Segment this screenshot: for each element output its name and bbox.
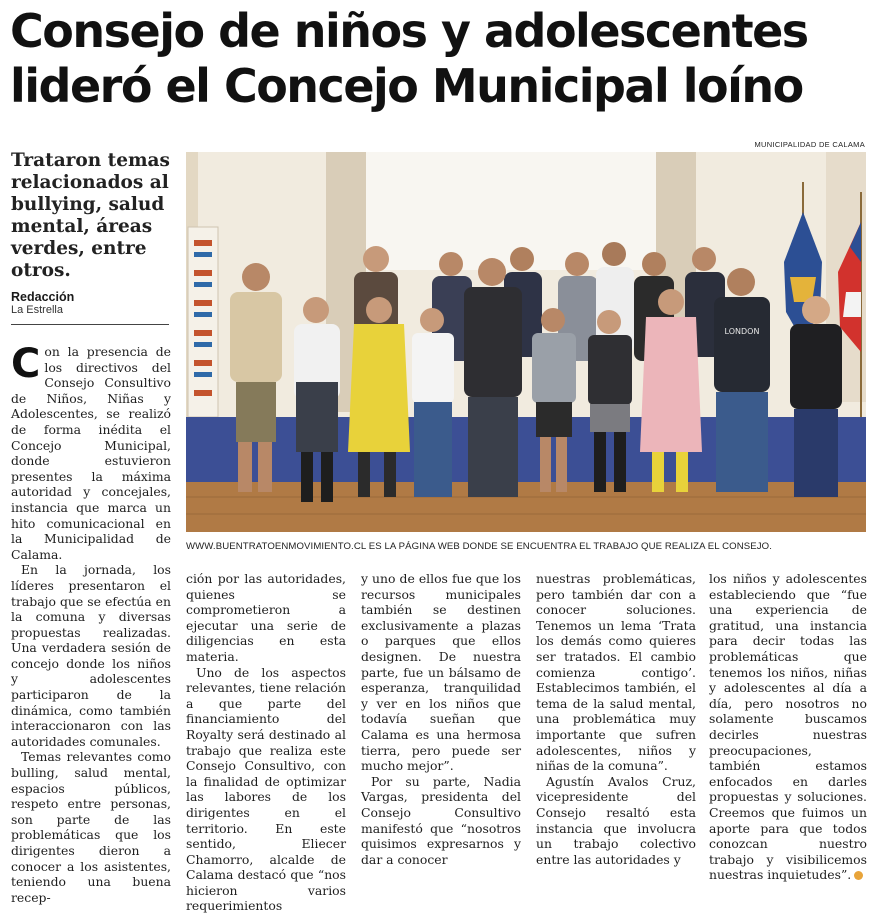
body-column-4: [536, 571, 696, 867]
paragraph-2: En la jornada, los líderes presentaron el trabajo que se efectúa en la comuna y diversas propuestas realizadas. Una verdadera sesión de concejo donde los niños y adolescentes participaron de la dinámica, como también interaccionaron con las autoridades comunales.: [11, 562, 171, 749]
photo-credit: MUNICIPALIDAD DE CALAMA: [754, 140, 865, 149]
paragraph-continued: [709, 571, 867, 883]
paragraph-1-text: on la presencia de los directivos del Consejo Consultivo de Niños, Niñas y Adolescentes, se realizó de forma inédita el Concejo Municipal, donde estuvieron presentes la máxima autoridad y concejales, instancia que marca un hito comunicacional en la Municipalidad de Calama.: [11, 344, 171, 562]
byline-author: Redacción: [11, 290, 75, 304]
headline-line-1: Consejo de niños y adolescentes: [10, 4, 808, 58]
end-mark-icon: [854, 871, 863, 880]
paragraph-text: los niños y adolescentes estableciendo que “fue una experiencia de gratitud, una instancia para decir todas las problemáticas que tenemos los niños, niñas y adolescentes al día a día, pero nosotros no solamente buscamos decirles nuestras preocupaciones, también estamos enfocados en darles propuestas y soluciones. Creemos que fuimos un aporte para que todos conozcan nuestro trabajo y visibilicemos nuestras inquietudes”.: [709, 571, 867, 883]
paragraph-1: [11, 341, 171, 562]
body-column-3: [361, 571, 521, 867]
sidebar: [11, 150, 171, 325]
paragraph: Agustín Avalos Cruz, vicepresidente del Consejo resaltó esta instancia que involucra un trabajo colectivo entre las autoridades y: [536, 773, 696, 867]
paragraph-continued: y uno de ellos fue que los recursos municipales también se destinen exclusivamente a plazas o parques que ellos designen. De nuestra parte, fue un bálsamo de esperanza, tranquilidad y ver en los niños que todavía sueñan que Calama es una hermosa tierra, pero puede ser mucho mejor”.: [361, 571, 521, 774]
headline-line-2: lideró el Concejo Municipal loíno: [10, 59, 803, 113]
headline: [10, 4, 870, 114]
drop-cap: C: [11, 341, 41, 387]
paragraph-continued: ción por las autoridades, quienes se comprometieron a ejecutar una serie de diligencias en esta materia.: [186, 571, 346, 664]
paragraph-3: Temas relevantes como bulling, salud mental, espacios públicos, respeto entre personas, son parte de las problemáticas que los dirigentes dieron a conocer a los asistentes, teniendo una buena recep-: [11, 749, 171, 905]
paragraph-continued: nuestras problemáticas, pero también dar con a conocer soluciones. Tenemos un lema ‘Trata los demás como quieres ser tratados. El cambio comienza contigo’. Establecimos también, el tema de la salud mental, una problemática muy importante que sufren adolescentes, niños y niñas de la comuna”.: [536, 571, 696, 774]
body-column-1: [11, 341, 171, 905]
body-column-2: [186, 571, 346, 914]
shirt-print: LONDON: [724, 327, 760, 336]
body-column-5: [709, 571, 867, 883]
subheadline: Trataron temas relacionados al bullying, salud mental, áreas verdes, entre otros.: [11, 150, 170, 281]
group-photo: [186, 152, 866, 532]
paragraph: Por su parte, Nadia Vargas, presidenta del Consejo Consultivo manifestó que “nosotros quisimos expresarnos y dar a conocer: [361, 773, 521, 867]
byline-publication: La Estrella: [11, 304, 63, 316]
paragraph: Uno de los aspectos relevantes, tiene relación a que parte del financiamiento del Royalty será destinado al trabajo que realiza este Consejo Consultivo, con la finalidad de optimizar las labores de los dirigentes en el territorio. En este sentido, Eliecer Chamorro, alcalde de Calama destacó que “nos hicieron varios requerimientos: [186, 664, 346, 914]
byline: [11, 290, 171, 316]
photo-caption: WWW.BUENTRATOENMOVIMIENTO.CL ES LA PÁGINA WEB DONDE SE ENCUENTRA EL TRABAJO QUE REALIZA EL CONSEJO.: [186, 541, 772, 552]
group-photo-illustration: [186, 152, 866, 532]
divider: [11, 324, 169, 325]
